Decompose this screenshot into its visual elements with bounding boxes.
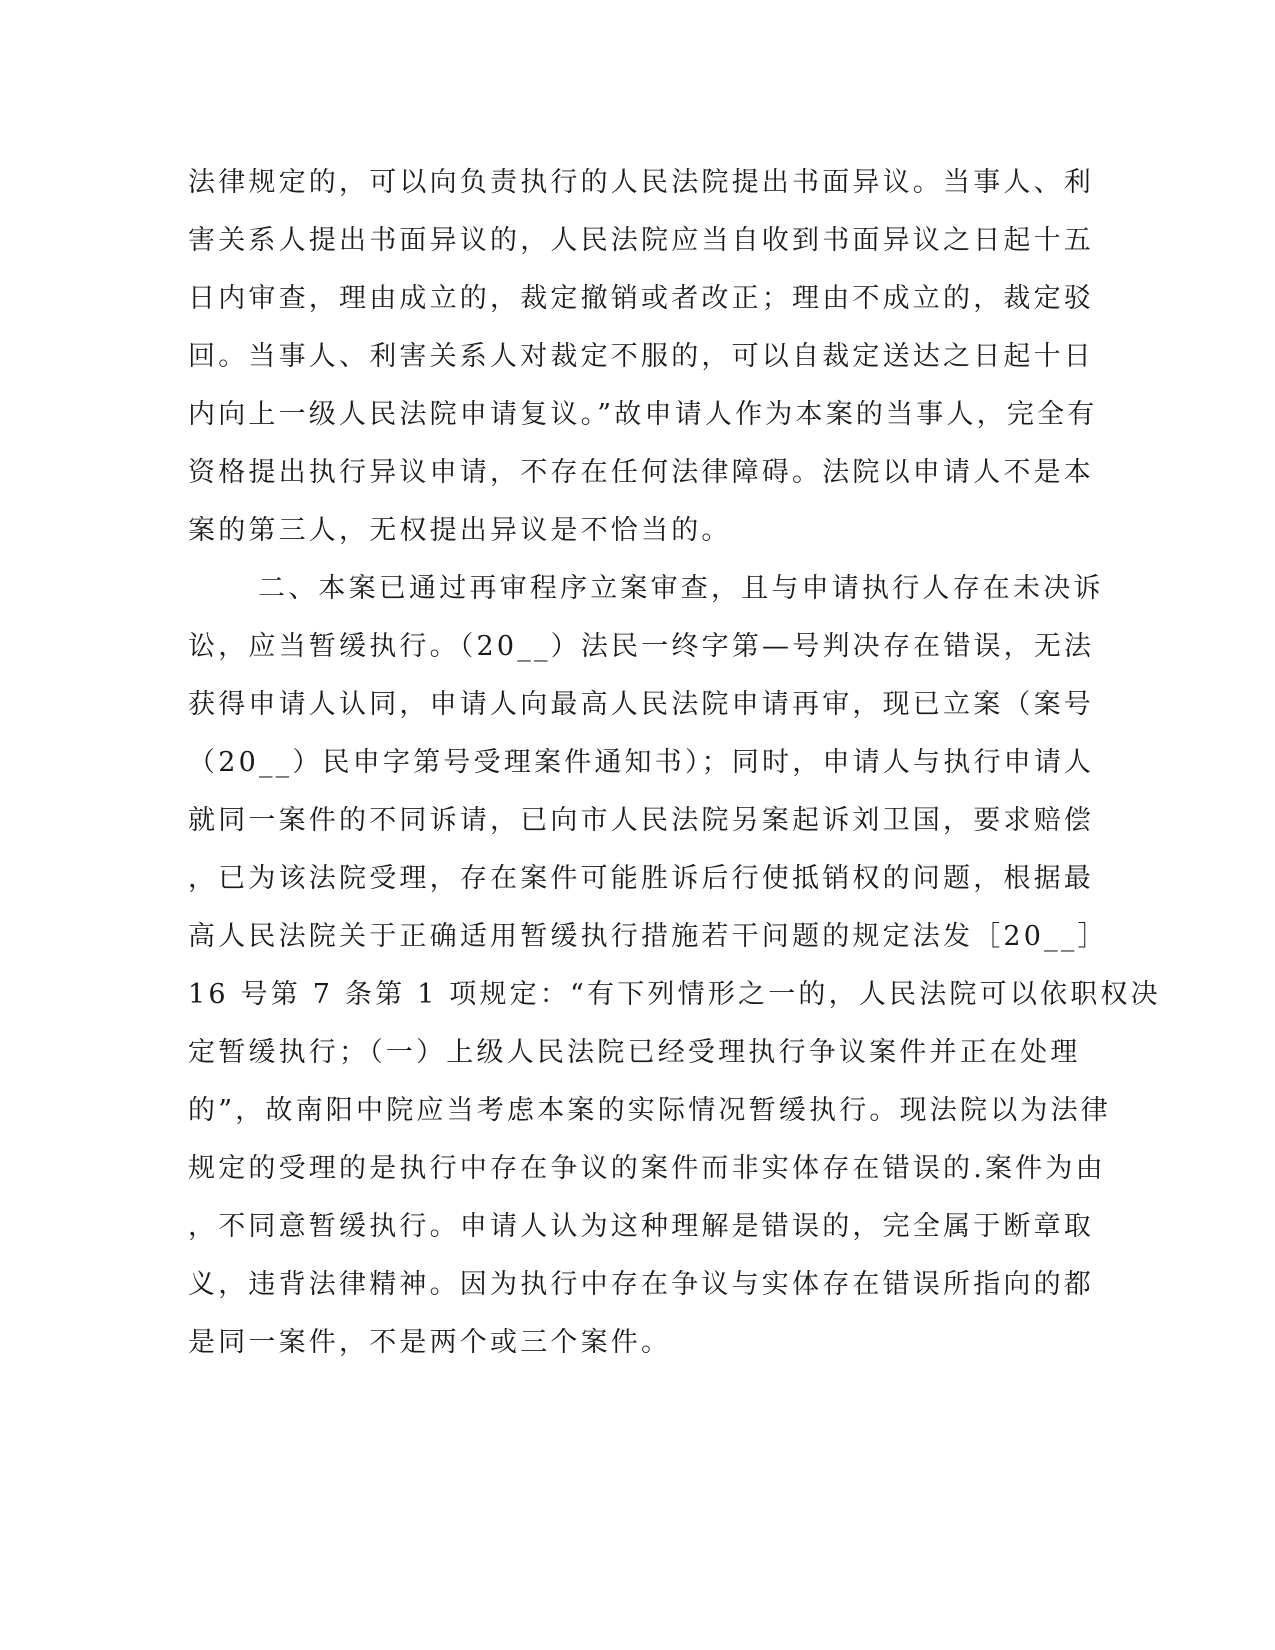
text-line-16: 定暂缓执行；（一）上级人民法院已经受理执行争议案件并正在处理 [188, 1037, 1081, 1068]
text-line-12: 就同一案件的不同诉请，已向市人民法院另案起诉刘卫国，要求赔偿 [188, 805, 1094, 836]
text-line-7: 案的第三人，无权提出异议是不恰当的。 [188, 515, 732, 546]
text-line-6: 资格提出执行异议申请，不存在任何法律障碍。法院以申请人不是本 [188, 457, 1094, 488]
text-line-9: 讼，应当暂缓执行。（20__）法民一终字第—号判决存在错误，无法 [188, 631, 1095, 662]
text-line-5: 内向上一级人民法院申请复议。”故申请人作为本案的当事人，完全有 [188, 399, 1098, 430]
text-line-1: 法律规定的，可以向负责执行的人民法院提出书面异议。当事人、利 [188, 167, 1094, 198]
text-line-3: 日内审查，理由成立的，裁定撤销或者改正；理由不成立的，裁定驳 [188, 283, 1094, 314]
text-line-18: 规定的受理的是执行中存在争议的案件而非实体存在错误的.案件为由 [188, 1153, 1106, 1184]
text-line-10: 获得申请人认同，申请人向最高人民法院申请再审，现已立案（案号 [188, 689, 1094, 720]
text-line-11: （20__）民申字第号受理案件通知书）；同时，申请人与执行申请人 [188, 747, 1095, 778]
text-line-20: 义，违背法律精神。因为执行中存在争议与实体存在错误所指向的都 [188, 1269, 1094, 1300]
text-line-21: 是同一案件，不是两个或三个案件。 [188, 1327, 672, 1358]
text-line-17: 的”，故南阳中院应当考虑本案的实际情况暂缓执行。现法院以为法律 [188, 1095, 1112, 1126]
paragraph-2-first-line: 二、本案已通过再审程序立案审查，且与申请执行人存在未决诉 [258, 573, 1104, 604]
text-line-13: ，已为该法院受理，存在案件可能胜诉后行使抵销权的问题，根据最 [188, 863, 1094, 894]
text-line-19: ，不同意暂缓执行。申请人认为这种理解是错误的，完全属于断章取 [188, 1211, 1094, 1242]
text-line-2: 害关系人提出书面异议的，人民法院应当自收到书面异议之日起十五 [188, 225, 1094, 256]
text-line-4: 回。当事人、利害关系人对裁定不服的，可以自裁定送达之日起十日 [188, 341, 1094, 372]
text-line-15: 16 号第 7 条第 1 项规定：“有下列情形之一的，人民法院可以依职权决 [188, 979, 1161, 1010]
body-text [188, 164, 1161, 1382]
text-line-14: 高人民法院关于正确适用暂缓执行措施若干问题的规定法发［20__］ [188, 921, 1108, 952]
